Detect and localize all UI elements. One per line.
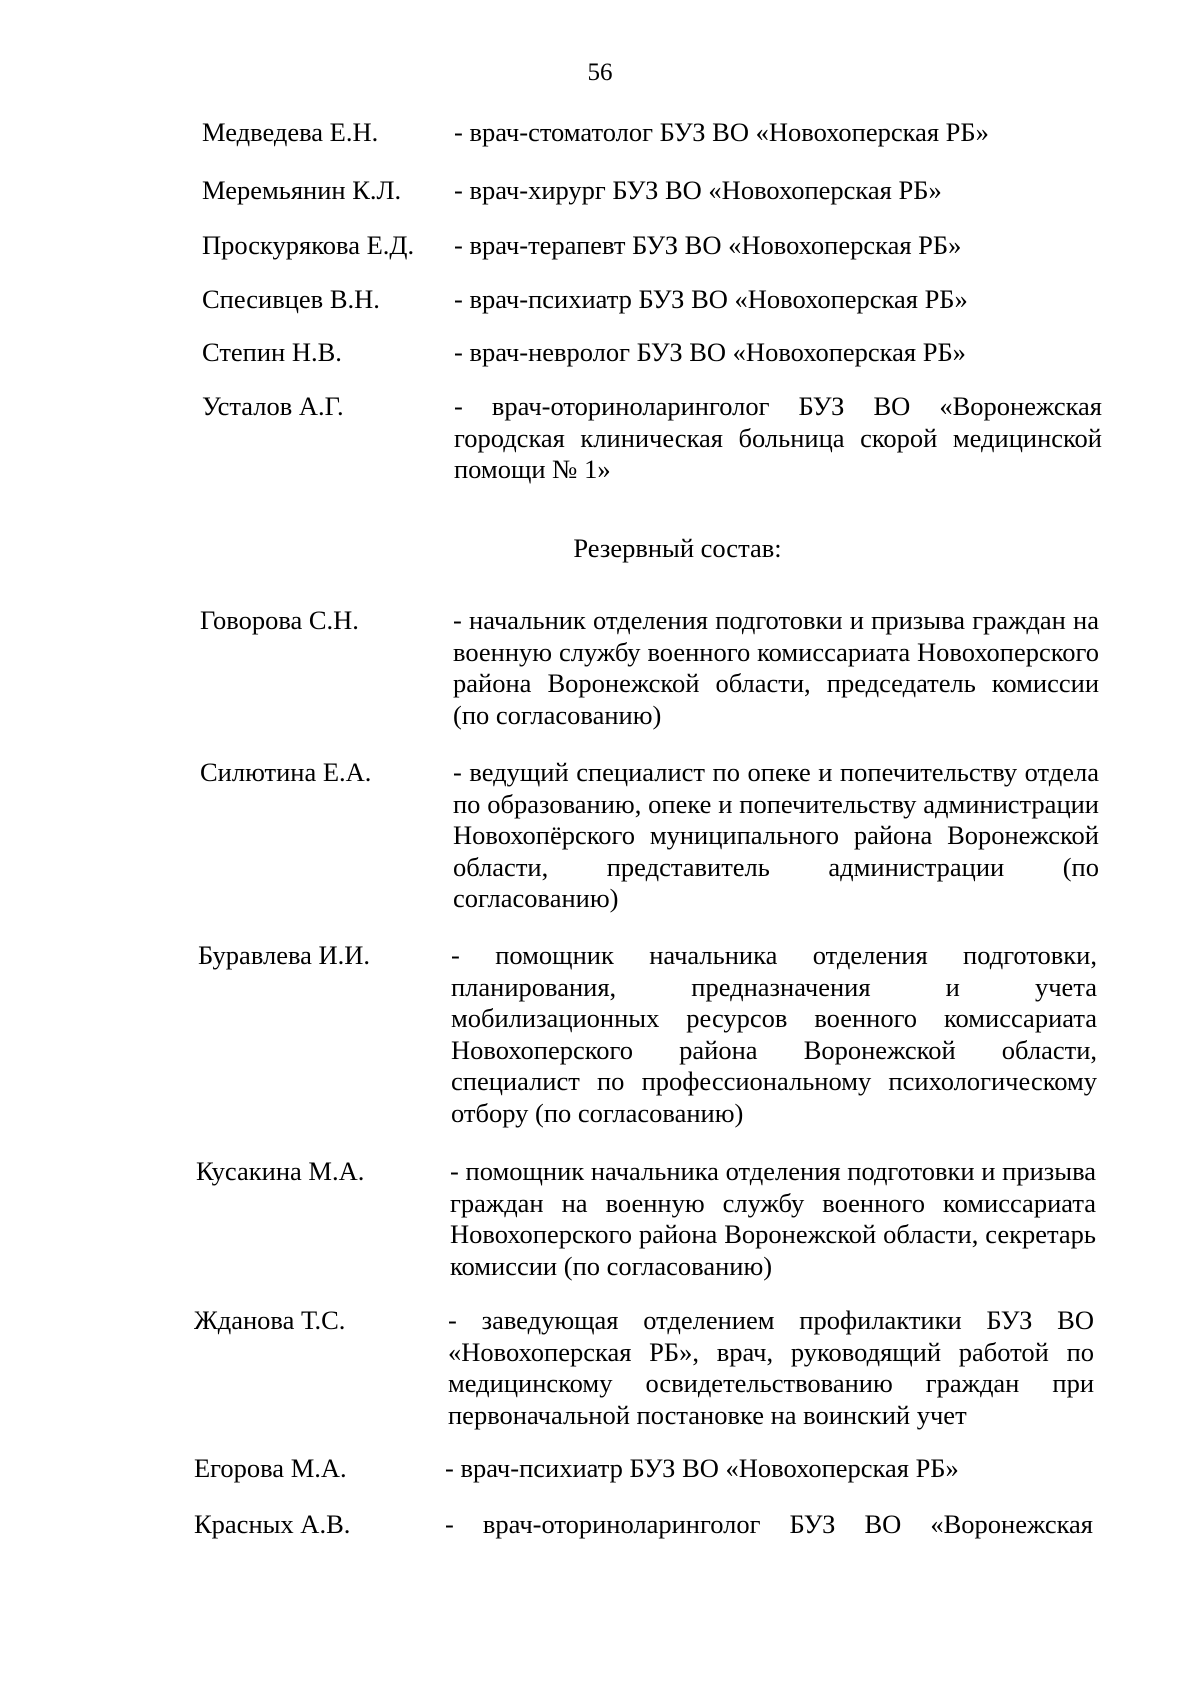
- member-role: - помощник начальника отделения подготовки и призыва граждан на военную службу военного комиссариата Новохоперского района Воронежской области, секретарь комиссии (по согласованию): [450, 1156, 1096, 1281]
- member-name: Силютина Е.А.: [200, 757, 372, 787]
- member-name: Медведева Е.Н.: [202, 117, 379, 147]
- member-name: Степин Н.В.: [202, 337, 342, 367]
- member-name: Кусакина М.А.: [196, 1156, 365, 1186]
- member-role: - врач-оториноларинголог БУЗ ВО «Воронежская городская клиническая больница скорой медицинской помощи № 1»: [454, 391, 1102, 484]
- member-role: - врач-стоматолог БУЗ ВО «Новохоперская РБ»: [454, 117, 989, 147]
- member-role: - ведущий специалист по опеке и попечительству отдела по образованию, опеке и попечительству администрации Новохопёрского муниципального района Воронежской области, представитель администрации (по согласованию): [453, 757, 1099, 913]
- member-role: - врач-невролог БУЗ ВО «Новохоперская РБ»: [454, 337, 966, 367]
- member-name: Спесивцев В.Н.: [202, 284, 380, 314]
- member-role: - помощник начальника отделения подготовки, планирования, предназначения и учета мобилизационных ресурсов военного комиссариата Новохоперского района Воронежской области, специалист по профессиональному психологическому отбору (по согласованию): [451, 940, 1097, 1128]
- member-role: - заведующая отделением профилактики БУЗ ВО «Новохоперская РБ», врач, руководящий работой по медицинскому освидетельствованию граждан при первоначальной постановке на воинский учет: [448, 1305, 1094, 1430]
- member-role: - врач-терапевт БУЗ ВО «Новохоперская РБ»: [454, 230, 962, 260]
- member-name: Жданова Т.С.: [194, 1305, 346, 1335]
- member-name: Проскурякова Е.Д.: [202, 230, 415, 260]
- reserve-heading: Резервный состав:: [573, 533, 782, 563]
- member-name: Говорова С.Н.: [200, 605, 359, 635]
- member-name: Меремьянин К.Л.: [202, 175, 402, 205]
- member-name: Егорова М.А.: [194, 1453, 347, 1483]
- member-role: - врач-хирург БУЗ ВО «Новохоперская РБ»: [454, 175, 942, 205]
- member-name: Буравлева И.И.: [198, 940, 371, 970]
- member-name: Усталов А.Г.: [202, 391, 344, 421]
- member-role: - врач-психиатр БУЗ ВО «Новохоперская РБ»: [454, 284, 968, 314]
- page-number: 56: [587, 59, 613, 86]
- member-name: Красных А.В.: [194, 1509, 351, 1539]
- member-role: - врач-оториноларинголог БУЗ ВО «Воронежская: [445, 1509, 1093, 1539]
- member-role: - начальник отделения подготовки и призыва граждан на военную службу военного комиссариата Новохоперского района Воронежской области, председатель комиссии (по согласованию): [453, 605, 1099, 730]
- member-role: - врач-психиатр БУЗ ВО «Новохоперская РБ»: [445, 1453, 959, 1483]
